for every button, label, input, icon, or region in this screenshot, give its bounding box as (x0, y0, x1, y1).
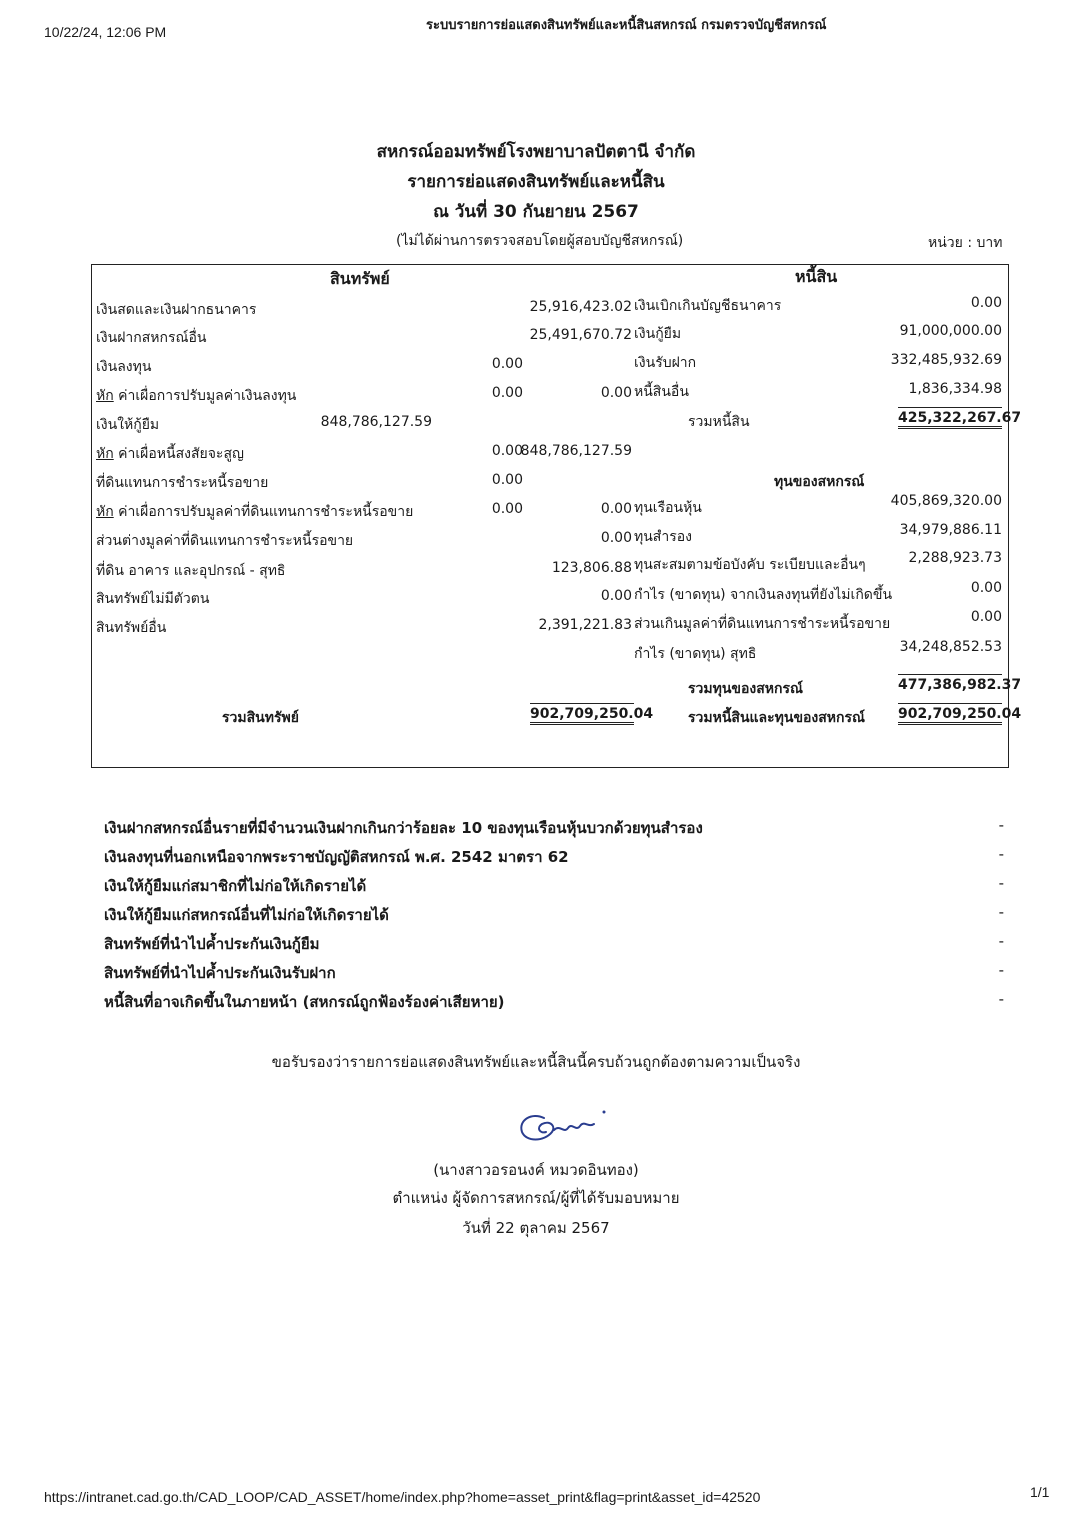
note-item (104, 903, 1004, 931)
deduct-prefix: หัก (96, 446, 114, 462)
signature-image (514, 1104, 614, 1148)
asset-label: สินทรัพย์อื่น (96, 620, 167, 636)
grand-total-row (92, 706, 1022, 735)
note-item (104, 845, 1004, 873)
equity-label: ทุนสำรอง (634, 529, 692, 545)
system-title: ระบบรายการย่อแสดงสินทรัพย์และหนี้สินสหกรณ์ กรมตรวจบัญชีสหกรณ์ (426, 18, 827, 33)
asset-net-value: 123,806.88 (551, 560, 632, 576)
certification-text: ขอรับรองว่ารายการย่อแสดงสินทรัพย์และหนี้สินนี้ครบถ้วนถูกต้องตามความเป็นจริง (271, 1053, 801, 1071)
asset-sub-value: 0.00 (491, 443, 523, 459)
liability-row (92, 323, 1008, 351)
liability-row (92, 381, 1008, 409)
grand-total-value: 902,709,250.04 (898, 703, 1002, 725)
asset-row (92, 443, 1008, 471)
asset-label: เงินฝากสหกรณ์อื่น (96, 330, 207, 346)
assets-total-value: 902,709,250.04 (530, 703, 634, 725)
asset-label: เงินลงทุน (96, 359, 152, 375)
note-text: เงินลงทุนที่นอกเหนือจากพระราชบัญญัติสหกรณ์ พ.ศ. 2542 มาตรา 62 (104, 848, 569, 866)
signed-date: วันที่ 22 ตุลาคม 2567 (462, 1219, 610, 1237)
grand-total-label: รวมหนี้สินและทุนของสหกรณ์ (688, 710, 866, 726)
asset-net-value: 0.00 (600, 501, 632, 517)
unit-label: หน่วย : บาท (928, 235, 1003, 251)
note-text: เงินฝากสหกรณ์อื่นรายที่มีจำนวนเงินฝากเกินกว่าร้อยละ 10 ของทุนเรือนหุ้นบวกด้วยทุนสำรอง (104, 819, 703, 837)
deduct-prefix: หัก (96, 388, 114, 404)
liability-label: เงินรับฝาก (634, 355, 697, 371)
equity-value: 34,979,886.11 (899, 522, 1002, 538)
asset-net-value: 25,491,670.72 (529, 327, 632, 343)
equity-row (92, 493, 1008, 525)
report-date: ณ วันที่ 30 กันยายน 2567 (433, 202, 639, 222)
asset-label: เงินสดและเงินฝากธนาคาร (96, 302, 257, 318)
asset-label: สินทรัพย์ไม่มีตัวตน (96, 591, 210, 607)
note-value: - (998, 816, 1004, 834)
asset-label: ที่ดิน อาคาร และอุปกรณ์ - สุทธิ (96, 563, 286, 579)
signer-name: (นางสาวอรอนงค์ หมวดอินทอง) (433, 1161, 639, 1179)
equity-row (92, 580, 1008, 612)
asset-net-value: 25,916,423.02 (529, 299, 632, 315)
audit-note: (ไม่ได้ผ่านการตรวจสอบโดยผู้สอบบัญชีสหกรณ์) (396, 233, 684, 249)
note-value: - (998, 932, 1004, 950)
equity-label: ทุนเรือนหุ้น (634, 500, 702, 516)
asset-net-value: 0.00 (600, 530, 632, 546)
note-text: หนี้สินที่อาจเกิดขึ้นในภายหน้า (สหกรณ์ถูกฟ้องร้องค่าเสียหาย) (104, 993, 505, 1011)
asset-label (96, 443, 244, 465)
asset-net-value: 2,391,221.83 (538, 617, 632, 633)
liabilities-total-label: รวมหนี้สิน (688, 414, 750, 430)
assets-heading: สินทรัพย์ (330, 269, 390, 288)
page-number: 1/1 (1030, 1484, 1050, 1500)
note-item (104, 816, 1004, 844)
note-value: - (998, 874, 1004, 892)
asset-sub-value: 0.00 (491, 385, 523, 401)
liability-row (92, 295, 1008, 323)
equity-total-row (92, 677, 1022, 706)
equity-total-label: รวมทุนของสหกรณ์ (688, 681, 803, 697)
liability-label: เงินเบิกเกินบัญชีธนาคาร (634, 298, 782, 314)
equity-row (92, 550, 1008, 582)
asset-net-value: 0.00 (600, 588, 632, 604)
asset-label: ส่วนต่างมูลค่าที่ดินแทนการชำระหนี้รอขาย (96, 533, 354, 549)
asset-label: ที่ดินแทนการชำระหนี้รอขาย (96, 475, 269, 491)
equity-row (92, 609, 1008, 641)
note-text: เงินให้กู้ยืมแก่สมาชิกที่ไม่ก่อให้เกิดรายได้ (104, 877, 367, 895)
equity-label: ทุนสะสมตามข้อบังคับ ระเบียบและอื่นๆ (634, 557, 866, 573)
equity-label: ส่วนเกินมูลค่าที่ดินแทนการชำระหนี้รอขาย (634, 616, 891, 632)
equity-heading: ทุนของสหกรณ์ (774, 474, 865, 490)
note-item (104, 961, 1004, 989)
equity-value: 2,288,923.73 (908, 550, 1002, 566)
org-name: สหกรณ์ออมทรัพย์โรงพยาบาลปัตตานี จำกัด (376, 142, 696, 162)
note-text: สินทรัพย์ที่นำไปค้ำประกันเงินรับฝาก (104, 964, 336, 982)
liabilities-total-row (92, 410, 1022, 439)
liability-label: หนี้สินอื่น (634, 384, 689, 400)
note-value: - (998, 845, 1004, 863)
note-item (104, 990, 1004, 1018)
liability-label: เงินกู้ยืม (634, 326, 682, 342)
note-item (104, 874, 1004, 902)
note-text: สินทรัพย์ที่นำไปค้ำประกันเงินกู้ยืม (104, 935, 320, 953)
deduct-prefix: หัก (96, 504, 114, 520)
equity-value: 0.00 (970, 580, 1002, 596)
balance-sheet-table (91, 264, 1022, 768)
note-value: - (998, 961, 1004, 979)
footer-url[interactable]: https://intranet.cad.go.th/CAD_LOOP/CAD_ASSET/home/index.php?home=asset_print&flag=print&asset_id=42520 (44, 1489, 761, 1505)
equity-row (92, 639, 1008, 671)
note-value: - (998, 990, 1004, 1008)
asset-sub-value: 0.00 (491, 356, 523, 372)
asset-sub-value: 0.00 (491, 501, 523, 517)
note-text: เงินให้กู้ยืมแก่สหกรณ์อื่นที่ไม่ก่อให้เกิดรายได้ (104, 906, 389, 924)
asset-label-text: ค่าเผื่อการปรับมูลค่าที่ดินแทนการชำระหนี้รอขาย (113, 504, 414, 520)
asset-label: เงินให้กู้ยืม (96, 417, 160, 433)
signer-position: ตำแหน่ง ผู้จัดการสหกรณ์/ผู้ที่ได้รับมอบหมาย (392, 1189, 680, 1207)
equity-total-value: 477,386,982.37 (898, 674, 1002, 693)
asset-label-text: ค่าเผื่อการปรับมูลค่าเงินลงทุน (113, 388, 297, 404)
equity-label: กำไร (ขาดทุน) สุทธิ (634, 646, 757, 662)
equity-value: 0.00 (970, 609, 1002, 625)
liability-value: 0.00 (970, 295, 1002, 311)
equity-value: 34,248,852.53 (899, 639, 1002, 655)
asset-sub-value: 0.00 (491, 472, 523, 488)
equity-label: กำไร (ขาดทุน) จากเงินลงทุนที่ยังไม่เกิดขึ้น (634, 587, 893, 603)
note-item (104, 932, 1004, 960)
asset-label-text: ค่าเผื่อหนี้สงสัยจะสูญ (113, 446, 244, 462)
liability-value: 332,485,932.69 (890, 352, 1002, 368)
assets-total-label: รวมสินทรัพย์ (222, 710, 299, 726)
report-title: รายการย่อแสดงสินทรัพย์และหนี้สิน (407, 172, 665, 192)
asset-net-value: 0.00 (600, 385, 632, 401)
liabilities-total-value: 425,322,267.67 (898, 407, 1002, 429)
asset-net-value: 848,786,127.59 (520, 443, 632, 459)
liability-value: 1,836,334.98 (908, 381, 1002, 397)
print-datetime: 10/22/24, 12:06 PM (44, 24, 167, 40)
equity-value: 405,869,320.00 (890, 493, 1002, 509)
liability-value: 91,000,000.00 (899, 323, 1002, 339)
liability-row (92, 352, 1008, 380)
asset-gross-value: 848,786,127.59 (320, 414, 432, 430)
note-value: - (998, 903, 1004, 921)
liabilities-heading: หนี้สิน (795, 267, 838, 286)
